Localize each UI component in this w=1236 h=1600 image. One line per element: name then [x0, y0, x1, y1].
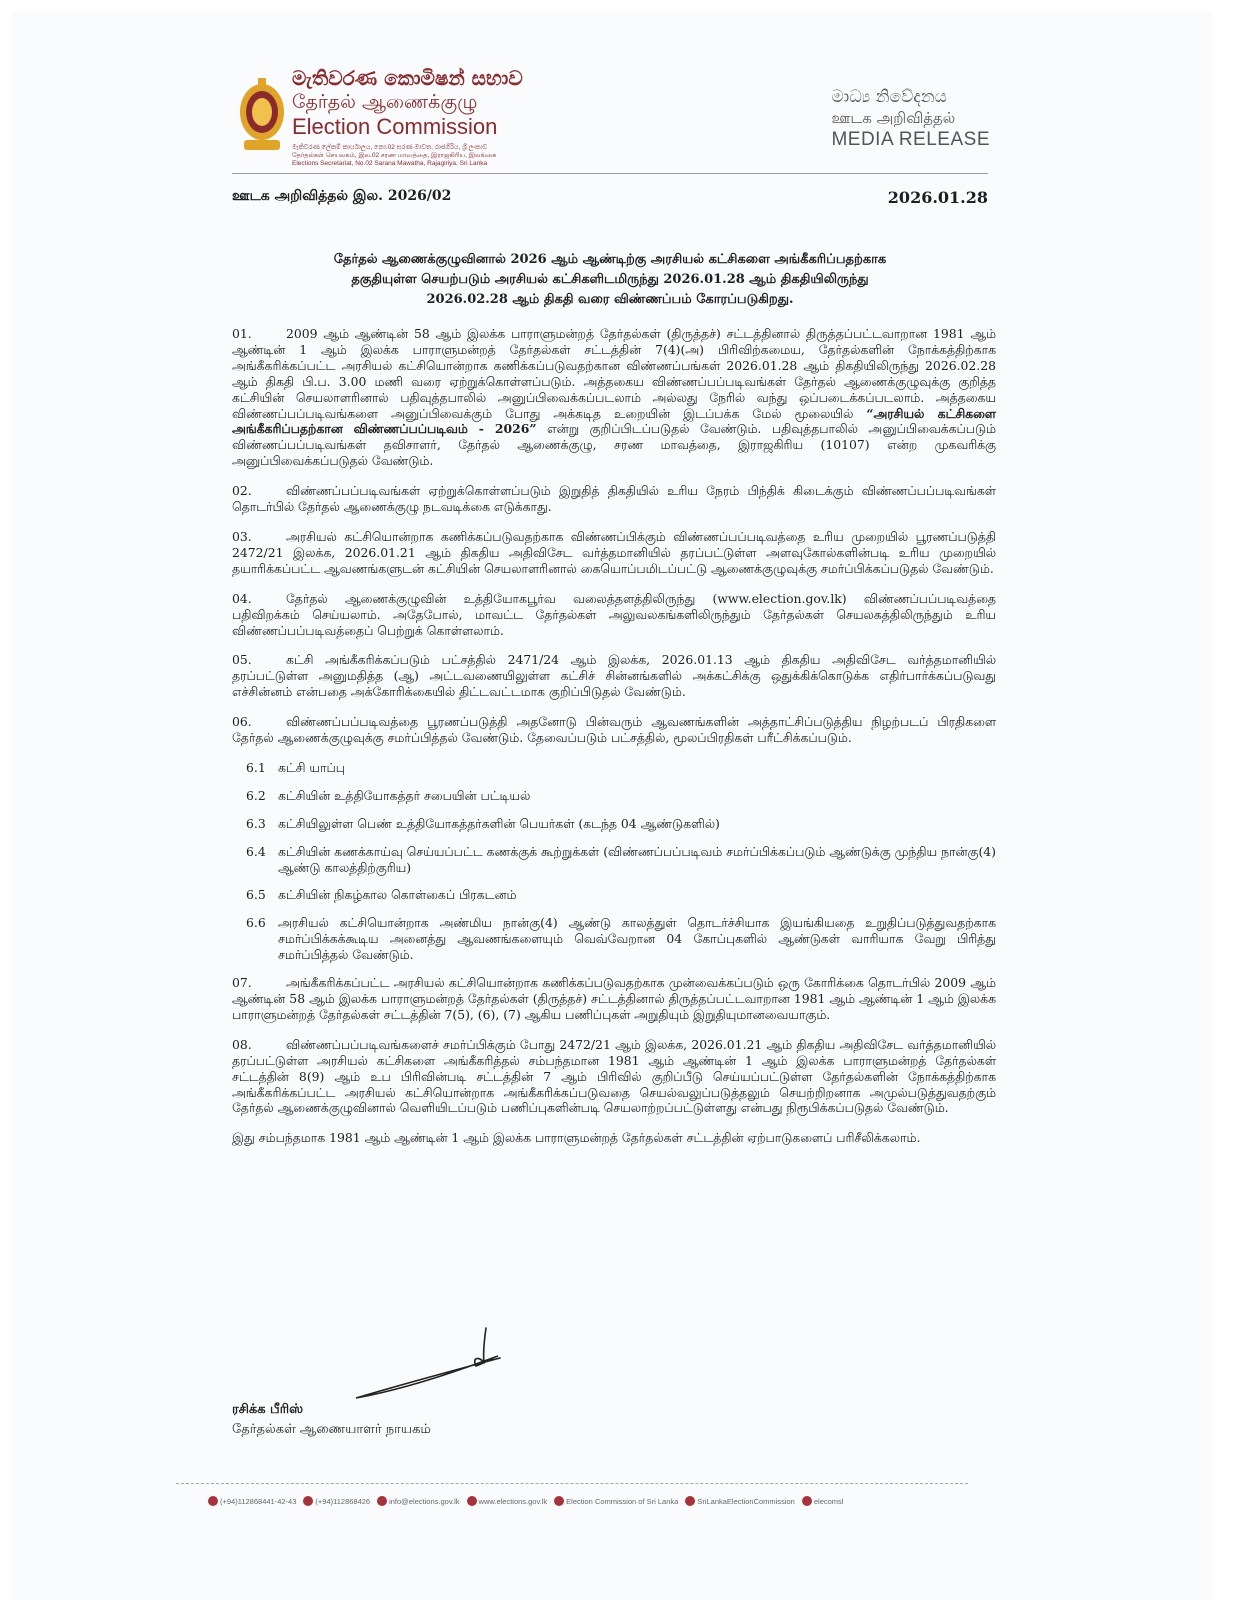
footer-twitter-text: elecomsl	[813, 1496, 844, 1506]
paragraph-text: விண்ணப்பப்படிவங்களைச் சமர்ப்பிக்கும் போது 2472/21 ஆம் இலக்க, 2026.01.21 ஆம் திகதிய அதிவிசேட வர்த்தமானியில் தரப்பட்டுள்ள அரசியல் கட்சிகளை அங்கீகரித்தல் சம்பந்தமான 1981 ஆம் ஆண்டின் 1 ஆம் இலக்க பாராளுமன்றத் தேர்தல்கள் சட்டத்தின் 8(9) ஆம் உப பிரிவின்படி சட்டத்தின் 7 ஆம் பிரிவில் குறிப்பீடு செய்யப்பட்டுள்ள தேர்தல்களின் நோக்கத்திற்காக அங்கீகரிக்கப்பட்ட அரசியல் கட்சியொன்றாக அங்கீகரிக்கப்படுவதை செயல்வலுப்படுத்தலும் செயற்றிறனாக அமுல்படுத்துவதற்கும் தேர்தல் ஆணைக்குழுவினால் வெளியிடப்படும் பணிப்புகளின்படி செயலாற்றப்பட்டுள்ளது என்பது நிரூபிக்கப்படுதல் வேண்டும்.	[232, 1036, 996, 1116]
national-emblem-icon	[236, 72, 288, 158]
footer-facebook-text: SriLankaElectionCommission	[697, 1496, 795, 1506]
list-item	[246, 887, 996, 903]
footer-web[interactable]	[467, 1496, 548, 1506]
release-sinhala: මාධ්‍ය නිවේදනය	[831, 87, 947, 107]
paragraph-number: 06.	[232, 714, 252, 730]
logo-english: Election Commission	[292, 114, 498, 139]
footer-email-text: info@elections.gov.lk	[389, 1496, 460, 1506]
paragraph-number: 04.	[232, 590, 252, 606]
signer-title: தேர்தல்கள் ஆணையாளர் நாயகம்	[232, 1422, 431, 1437]
email-icon	[377, 1496, 387, 1506]
signer-block	[232, 1400, 431, 1440]
paragraph-number: 02.	[232, 483, 252, 499]
list-item	[246, 915, 996, 963]
paragraph-number: 01.	[232, 326, 252, 341]
media-release-label	[831, 86, 990, 152]
list-item-text: கட்சி யாப்பு	[278, 759, 345, 775]
title-line: தேர்தல் ஆணைக்குழுவினால் 2026 ஆம் ஆண்டிற்கு அரசியல் கட்சிகளை அங்கீகரிப்பதற்காக	[333, 252, 887, 267]
paragraph-text: கட்சி அங்கீகரிக்கப்படும் பட்சத்தில் 2471/24 ஆம் இலக்க, 2026.01.13 ஆம் திகதிய அதிவிசேட வர்த்தமானியில் தரப்பட்டுள்ள அனுமதித்த (ஆ) அட்டவணையிலுள்ள கட்சிச் சின்னங்களில் அக்கட்சிக்கு ஒதுக்கிக்கொடுக்க எதிர்பார்க்கப்படுவது எச்சின்னம் என்பதை அக்கோரிக்கையில் திட்டவட்டமாக குறிப்பிடுதல் வேண்டும்.	[232, 652, 996, 700]
address-english: Elections Secretariat, No.02 Sarana Mawatha, Rajagiriya, Sri Lanka	[292, 160, 488, 167]
footer-phone	[208, 1496, 296, 1506]
list-item-text: கட்சியின் நிகழ்கால கொள்கைப் பிரகடனம்	[278, 887, 517, 903]
list-item-number: 6.3	[246, 815, 266, 831]
footer-email[interactable]	[377, 1496, 459, 1506]
paragraph-number: 07.	[232, 975, 252, 991]
list-item	[246, 816, 996, 832]
list-item	[246, 788, 996, 804]
footer-youtube[interactable]	[554, 1496, 678, 1506]
logo-text	[292, 66, 522, 168]
paragraph-text: என்று குறிப்பிடப்படுதல் வேண்டும். பதிவுத்தபாலில் அனுப்பிவைக்கப்படும் விண்ணப்பப்படிவங்கள் தவிசாளர், தேர்தல் ஆணைக்குழு, சரண மாவத்தை, இராஜகிரிய (10107) என்ற முகவரிக்கு அனுப்பிவைக்கப்படுதல் வேண்டும்.	[232, 421, 996, 469]
release-english: MEDIA RELEASE	[831, 129, 990, 150]
list-item-text: கட்சியிலுள்ள பெண் உத்தியோகத்தர்களின் பெயர்கள் (கடந்த 04 ஆண்டுகளில்)	[278, 815, 720, 831]
paragraph-04	[232, 591, 996, 639]
paragraph-08	[232, 1037, 996, 1117]
paragraph-05	[232, 652, 996, 700]
address-sinhala: මැතිවරණ ලේකම් කාර්යාලය, නො.02 සරණ මාවත, රාජගිරිය, ශ්‍රී ලංකාව	[292, 144, 488, 151]
list-item-text: அரசியல் கட்சியொன்றாக அண்மிய நான்கு(4) ஆண்டு காலத்துள் தொடர்ச்சியாக இயங்கியதை உறுதிப்படுத்துவதற்காக சமர்ப்பிக்கக்கூடிய அனைத்து ஆவணங்களையும் வெவ்வேறான 04 கோப்புகளில் ஆண்டுகள் வாரியாக வேறு பிரித்து சமர்ப்பித்தல் வேண்டும்.	[278, 915, 996, 963]
address-tamil: தேர்தல்கள் செயலகம், இல.02 சரண மாவத்தை, இராஜகிரிய, இலங்கை	[292, 152, 497, 159]
footer-fax-text: (+94)112868426	[315, 1496, 371, 1506]
phone-icon	[208, 1496, 218, 1506]
header-divider	[232, 173, 988, 174]
paragraph-03	[232, 529, 996, 577]
release-number: ஊடக அறிவித்தல் இல. 2026/02	[232, 188, 452, 204]
paragraph-number: 03.	[232, 528, 252, 544]
list-item-number: 6.2	[246, 787, 266, 803]
footer-web-text: www.elections.gov.lk	[478, 1496, 548, 1506]
logo-address	[292, 144, 522, 168]
fax-icon	[303, 1496, 313, 1506]
list-item	[246, 844, 996, 876]
paragraph-07	[232, 975, 996, 1023]
paragraph-02	[232, 483, 996, 515]
twitter-icon	[802, 1496, 812, 1506]
paragraph-text: தேர்தல் ஆணைக்குழுவின் உத்தியோகபூர்வ வலைத்தளத்திலிருந்து (www.election.gov.lk) விண்ணப்பப்படிவத்தை பதிவிறக்கம் செய்யலாம். அதேபோல், மாவட்ட தேர்தல்கள் அலுவலகங்களிலிருந்தும் தேர்தல்கள் செயலகத்திலிருந்தும் உரிய விண்ணப்பப்படிவத்தைப் பெற்றுக் கொள்ளலாம்.	[232, 590, 996, 638]
footer-facebook[interactable]	[685, 1496, 795, 1506]
footer-youtube-text: Election Commission of Sri Lanka	[566, 1496, 679, 1506]
youtube-icon	[554, 1496, 564, 1506]
reference-line	[232, 188, 988, 212]
footer-phone-text: (+94)112868441-42-43	[220, 1496, 297, 1506]
paragraph-06	[232, 714, 996, 746]
paragraph-text: அங்கீகரிக்கப்பட்ட அரசியல் கட்சியொன்றாக கணிக்கப்படுவதற்காக முன்வைக்கப்படும் ஒரு கோரிக்கை தொடர்பில் 2009 ஆம் ஆண்டின் 58 ஆம் இலக்க பாராளுமன்றத் தேர்தல்கள் (திருத்தச்) சட்டத்தினால் திருத்தப்பட்டவாறான 1981 ஆம் ஆண்டின் 1 ஆம் இலக்க பாராளுமன்றத் தேர்தல்கள் சட்டத்தின் 7(5), (6), (7) ஆகிய பணிப்புகள் அறுதியும் இறுதியுமானவையாகும்.	[232, 975, 996, 1022]
paragraph-text: 2009 ஆம் ஆண்டின் 58 ஆம் இலக்க பாராளுமன்றத் தேர்தல்கள் (திருத்தச்) சட்டத்தினால் திருத்தப்பட்டவாறான 1981 ஆம் ஆண்டின் 1 ஆம் இலக்க பாராளுமன்றத் தேர்தல்கள் சட்டத்தின் 7(4)(அ) பிரிவிற்கமைய, தேர்தல்களின் நோக்கத்திற்காக அங்கீகரிக்கப்பட்ட அரசியல் கட்சியொன்றாக கணிக்கப்படுவதற்கான விண்ணப்பங்கள் 2026.01.28 ஆம் திகதியிலிருந்து 2026.02.28 ஆம் திகதி பி.ப. 3.00 மணி வரை ஏற்றுக்கொள்ளப்படும். அத்தகைய விண்ணப்பப்படிவங்கள் தேர்தல் ஆணைக்குழுவுக்கு குறித்த கட்சியின் செயலாளரினால் பதிவுத்தபாலில் அனுப்பிவைக்கப்படலாம் அல்லது நேரில் வந்து ஒப்படைக்கப்படலாம். அத்தகைய விண்ணப்பப்படிவங்களை அனுப்பிவைக்கும் போது அக்கடித உறையின் இடப்பக்க மேல் மூலையில்	[232, 326, 996, 421]
paragraph-text: அரசியல் கட்சியொன்றாக கணிக்கப்படுவதற்காக விண்ணப்பிக்கும் விண்ணப்பப்படிவத்தை உரிய முறையில் பூரணப்படுத்தி 2472/21 இலக்க, 2026.01.21 ஆம் திகதிய அதிவிசேட வர்த்தமானியில் தரப்பட்டுள்ள அளவுகோல்களின்படி உரிய முறையில் தயாரிக்கப்பட்ட ஆவணங்களுடன் கட்சியின் செயலாளரினால் கையொப்பமிடப்பட்டு ஆணைக்குழுவுக்கு சமர்ப்பிக்கப்படுதல் வேண்டும்.	[232, 528, 996, 576]
footer-divider	[176, 1483, 968, 1484]
list-item-number: 6.6	[246, 915, 266, 931]
paragraph-bold-text: “அரசியல் கட்சிகளை அங்கீகரிப்பதற்கான விண்ணப்பப்படிவம் - 2026”	[232, 405, 996, 437]
paragraph-number: 08.	[232, 1036, 252, 1052]
list-item-number: 6.1	[246, 759, 266, 775]
document-title	[232, 250, 988, 310]
list-item-number: 6.4	[246, 843, 266, 859]
release-date: 2026.01.28	[887, 188, 988, 207]
closing-paragraph: இது சம்பந்தமாக 1981 ஆம் ஆண்டின் 1 ஆம் இலக்க பாராளுமன்றத் தேர்தல்கள் சட்டத்தின் ஏற்பாடுகளைப் பரிசீலிக்கலாம்.	[232, 1130, 921, 1146]
footer-twitter[interactable]	[802, 1496, 844, 1506]
list-item	[246, 760, 996, 776]
paragraph-number: 05.	[232, 652, 252, 668]
globe-icon	[467, 1496, 477, 1506]
document-body	[232, 326, 996, 1160]
title-line: 2026.02.28 ஆம் திகதி வரை விண்ணப்பம் கோரப்படுகிறது.	[426, 292, 794, 307]
paragraph-01	[232, 326, 996, 469]
footer-fax	[303, 1496, 370, 1506]
list-item-text: கட்சியின் கணக்காய்வு செய்யப்பட்ட கணக்குக் கூற்றுக்கள் (விண்ணப்பப்படிவம் சமர்ப்பிக்கப்படும் ஆண்டுக்கு முந்திய நான்கு(4) ஆண்டு காலத்திற்குரிய)	[278, 843, 996, 875]
signature-icon	[350, 1322, 510, 1402]
paragraph-text: விண்ணப்பப்படிவத்தை பூரணப்படுத்தி அதனோடு பின்வரும் ஆவணங்களின் அத்தாட்சிப்படுத்திய நிழற்படப் பிரதிகளை தேர்தல் ஆணைக்குழுவுக்கு சமர்ப்பித்தல் வேண்டும். தேவைப்படும் பட்சத்தில், மூலப்பிரதிகள் பரீட்சிக்கப்படும்.	[232, 714, 996, 746]
list-item-text: கட்சியின் உத்தியோகத்தர் சபையின் பட்டியல்	[278, 787, 531, 803]
letterhead	[0, 0, 1236, 200]
logo-tamil: தேர்தல் ஆணைக்குழு	[292, 91, 478, 113]
facebook-icon	[685, 1496, 695, 1506]
title-line: தகுதியுள்ள செயற்படும் அரசியல் கட்சிகளிடமிருந்து 2026.01.28 ஆம் திகதியிலிருந்து	[351, 272, 869, 287]
paragraph-text: விண்ணப்பப்படிவங்கள் ஏற்றுக்கொள்ளப்படும் இறுதித் திகதியில் உரிய நேரம் பிந்திக் கிடைக்கும் விண்ணப்பப்படிவங்கள் தொடர்பில் தேர்தல் ஆணைக்குழு நடவடிக்கை எடுக்காது.	[232, 483, 996, 515]
footer	[208, 1492, 988, 1510]
logo-sinhala: මැතිවරණ කොමිෂන් සභාව	[292, 66, 523, 90]
release-tamil: ஊடக அறிவித்தல்	[831, 109, 956, 127]
list-item-number: 6.5	[246, 887, 266, 903]
signer-name: ரசிக்க பீரிஸ்	[232, 1402, 304, 1417]
